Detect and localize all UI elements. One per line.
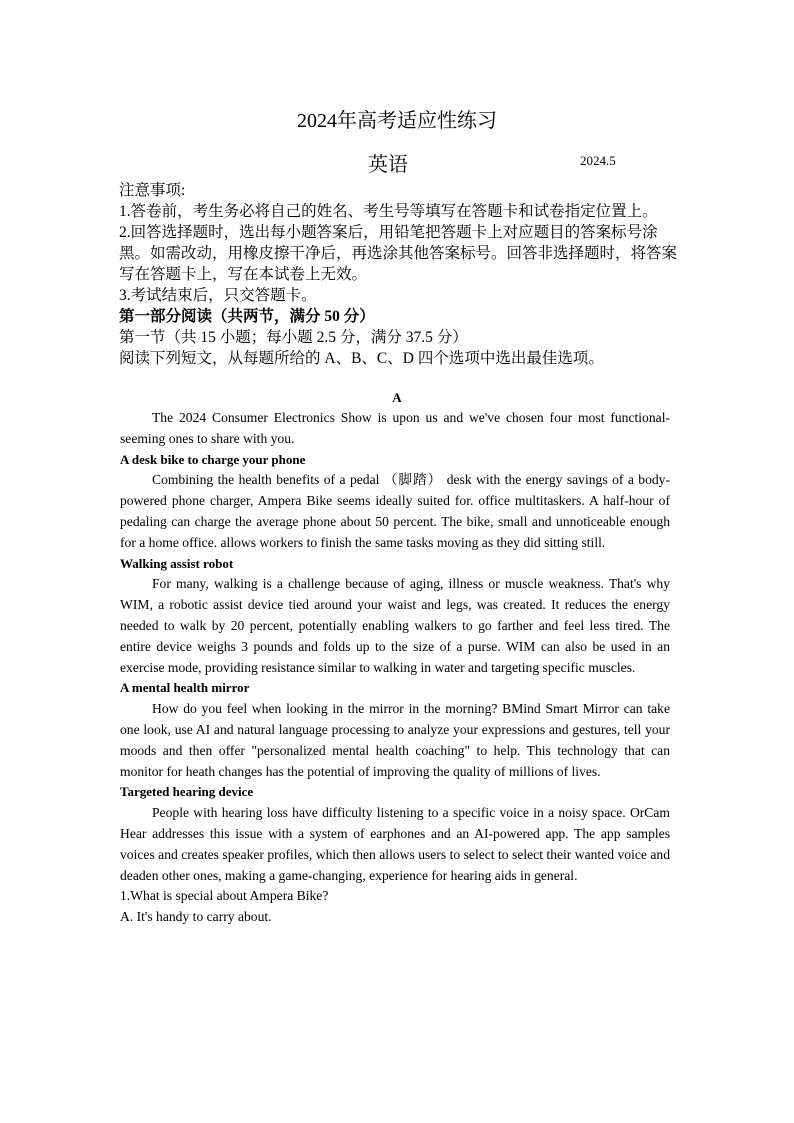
section-heading: Targeted hearing device xyxy=(120,784,254,800)
exam-notes xyxy=(119,180,679,369)
note-item: 1.答卷前，考生务必将自己的姓名、考生号等填写在答题卡和试卷指定位置上。 xyxy=(119,203,658,220)
passage-letter: A xyxy=(392,390,402,405)
passage-intro: The 2024 Consumer Electronics Show is upon us and we've chosen four most functional-seeming ones to share with you. xyxy=(120,410,670,446)
exam-title: 2024年高考适应性练习 xyxy=(297,110,497,132)
part-title: 第一部分阅读（共两节，满分 50 分） xyxy=(119,308,375,325)
question-text: 1.What is special about Ampera Bike? xyxy=(120,888,329,904)
section-paragraph: For many, walking is a challenge because of aging, illness or muscle weakness. That's why WIM, a robotic assist device tied around your waist and legs, was created. It reduces the energy needed to walk by 20 percent, potentially enabling walkers to go farther and feel less tired. The entire device weighs 3 pounds and folds up to the size of a purse. WIM can also be used in an exercise mode, providing resistance similar to walking in water and targeting specific muscles. xyxy=(120,576,670,675)
subject-label: 英语 xyxy=(368,154,408,176)
section-paragraph: How do you feel when looking in the mirror in the morning? BMind Smart Mirror can take one look, use AI and natural language processing to analyze your expressions and gestures, tell your moods and then offer "personalized mental health coaching" to help. This technology that can monitor for heath changes has the potential of improving the quality of millions of lives. xyxy=(120,701,670,779)
note-item: 3.考试结束后，只交答题卡。 xyxy=(119,287,317,304)
section-heading: A mental health mirror xyxy=(120,680,250,696)
notes-heading: 注意事项: xyxy=(119,182,186,199)
note-item: 2.回答选择题时，选出每小题答案后，用铅笔把答题卡上对应题目的答案标号涂黑。如需改动，用橡皮擦干净后，再选涂其他答案标号。回答非选择题时，将答案写在答题卡上，写在本试卷上无效。 xyxy=(119,224,678,283)
passage-body xyxy=(120,408,670,928)
exam-date: 2024.5 xyxy=(580,153,616,168)
section-paragraph: Combining the health benefits of a pedal （脚踏） desk with the energy savings of a body-powered phone charger, Ampera Bike seems ideally suited for. office multitaskers. A half-hour of pedaling can charge the average phone about 50 percent. The bike, small and unnoticeable enough for a home office. allows workers to finish the same tasks moving as they did sitting still. xyxy=(120,472,670,550)
answer-option-a: A. It's handy to carry about. xyxy=(120,909,272,925)
section-heading: Walking assist robot xyxy=(120,555,234,571)
section-title: 第一节（共 15 小题；每小题 2.5 分，满分 37.5 分） xyxy=(119,329,468,346)
section-heading: A desk bike to charge your phone xyxy=(120,451,306,467)
section-paragraph: People with hearing loss have difficulty listening to a specific voice in a noisy space. OrCam Hear addresses this issue with a system of earphones and an AI-powered app. The app samples voices and creates speaker profiles, which then allows users to select to select their wanted voice and deaden other ones, making a game-changing, experience for hearing aids in general. xyxy=(120,805,670,883)
instruction-text: 阅读下列短文，从每题所给的 A、B、C、D 四个选项中选出最佳选项。 xyxy=(119,350,604,367)
